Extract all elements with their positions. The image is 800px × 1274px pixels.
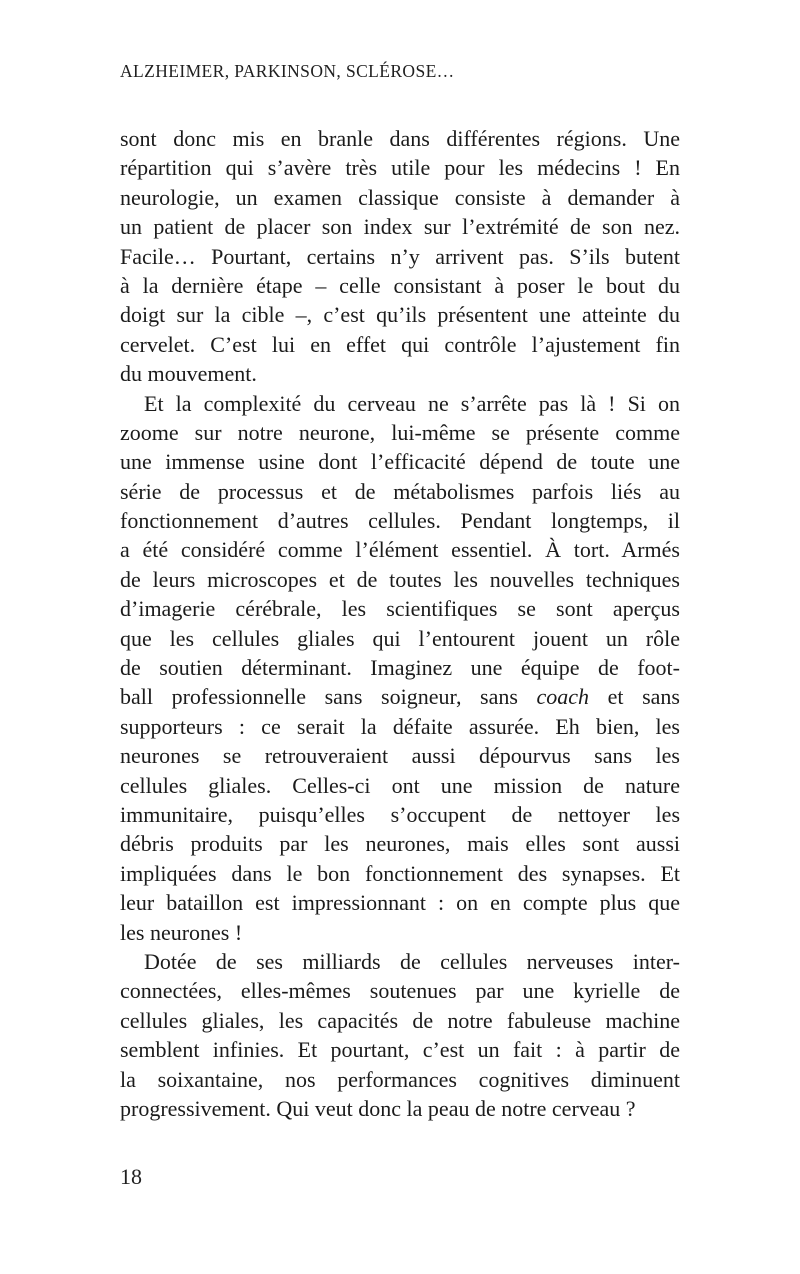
text-line [120, 359, 680, 388]
text-segment: zoome sur notre neurone, lui-même se présente comme [120, 419, 680, 445]
text-segment: et sans [589, 684, 680, 710]
text-line [120, 124, 680, 153]
text-segment: à la dernière étape – celle consistant à poser le bout du [120, 272, 680, 298]
text-line [120, 242, 680, 271]
text-segment: Facile… Pourtant, certains n’y arrivent pas. S’ils butent [120, 243, 680, 269]
text-line [120, 447, 680, 476]
text-line [120, 800, 680, 829]
text-segment: impliquées dans le bon fonctionnement des synapses. Et [120, 860, 680, 886]
text-line [120, 829, 680, 858]
text-line [120, 535, 680, 564]
text-line [120, 183, 680, 212]
text-segment: immunitaire, puisqu’elles s’occupent de nettoyer les [120, 801, 680, 827]
paragraph [120, 124, 680, 389]
italic-text: coach [536, 684, 590, 710]
text-line [120, 418, 680, 447]
text-line [120, 859, 680, 888]
text-segment: de leurs microscopes et de toutes les nouvelles techniques [120, 566, 680, 592]
text-segment: semblent infinies. Et pourtant, c’est un fait : à partir de [120, 1037, 680, 1063]
text-line [120, 506, 680, 535]
text-segment: les neurones ! [120, 919, 243, 945]
text-line [120, 389, 680, 418]
text-line [120, 947, 680, 976]
text-line [120, 594, 680, 623]
text-segment: connectées, elles-mêmes soutenues par une kyrielle de [120, 978, 680, 1004]
page-number: 18 [120, 1164, 142, 1189]
text-segment: de soutien déterminant. Imaginez une équipe de foot- [120, 655, 680, 681]
text-line [120, 1065, 680, 1094]
text-segment: neurones se retrouveraient aussi dépourvus sans les [120, 743, 680, 769]
text-line [120, 330, 680, 359]
text-line [120, 271, 680, 300]
text-line [120, 624, 680, 653]
text-segment: progressivement. Qui veut donc la peau de notre cerveau ? [120, 1095, 636, 1121]
text-line [120, 741, 680, 770]
text-segment: supporteurs : ce serait la défaite assurée. Eh bien, les [120, 713, 680, 739]
text-segment: débris produits par les neurones, mais elles sont aussi [120, 831, 680, 857]
text-line [120, 976, 680, 1005]
text-line [120, 153, 680, 182]
text-segment: répartition qui s’avère très utile pour les médecins ! En [120, 155, 680, 181]
text-line [120, 888, 680, 917]
text-block [120, 124, 680, 1123]
text-line [120, 682, 680, 711]
text-segment: série de processus et de métabolismes parfois liés au [120, 478, 680, 504]
running-header: ALZHEIMER, PARKINSON, SCLÉROSE… [120, 61, 455, 81]
text-line [120, 565, 680, 594]
paragraph [120, 947, 680, 1123]
text-segment: que les cellules gliales qui l’entourent jouent un rôle [120, 625, 680, 651]
text-line [120, 212, 680, 241]
text-line [120, 771, 680, 800]
text-line [120, 1035, 680, 1064]
text-segment: sont donc mis en branle dans différentes régions. Une [120, 126, 680, 151]
text-line [120, 712, 680, 741]
text-segment: la soixantaine, nos performances cognitives diminuent [120, 1066, 680, 1092]
text-segment: cellules gliales. Celles-ci ont une mission de nature [120, 772, 680, 798]
text-segment: un patient de placer son index sur l’extrémité de son nez. [120, 214, 680, 240]
text-segment: fonctionnement d’autres cellules. Pendant longtemps, il [120, 508, 680, 534]
text-segment: neurologie, un examen classique consiste à demander à [120, 184, 680, 210]
text-segment: du mouvement. [120, 361, 257, 387]
text-segment: cellules gliales, les capacités de notre fabuleuse machine [120, 1007, 680, 1033]
text-line [120, 1094, 680, 1123]
text-segment: une immense usine dont l’efficacité dépend de toute une [120, 449, 680, 475]
text-line [120, 1006, 680, 1035]
text-segment: ball professionnelle sans soigneur, sans [120, 684, 537, 710]
text-segment: cervelet. C’est lui en effet qui contrôle l’ajustement fin [120, 331, 680, 357]
text-line [120, 477, 680, 506]
text-segment: d’imagerie cérébrale, les scientifiques se sont aperçus [120, 596, 680, 622]
text-line [120, 918, 680, 947]
text-segment: Et la complexité du cerveau ne s’arrête pas là ! Si on [144, 390, 680, 416]
paragraph [120, 389, 680, 947]
text-segment: doigt sur la cible –, c’est qu’ils présentent une atteinte du [120, 302, 680, 328]
text-segment: a été considéré comme l’élément essentiel. À tort. Armés [120, 537, 680, 563]
text-segment: Dotée de ses milliards de cellules nerveuses inter- [144, 948, 680, 974]
text-segment: leur bataillon est impressionnant : on en compte plus que [120, 890, 680, 916]
text-line [120, 653, 680, 682]
text-line [120, 300, 680, 329]
